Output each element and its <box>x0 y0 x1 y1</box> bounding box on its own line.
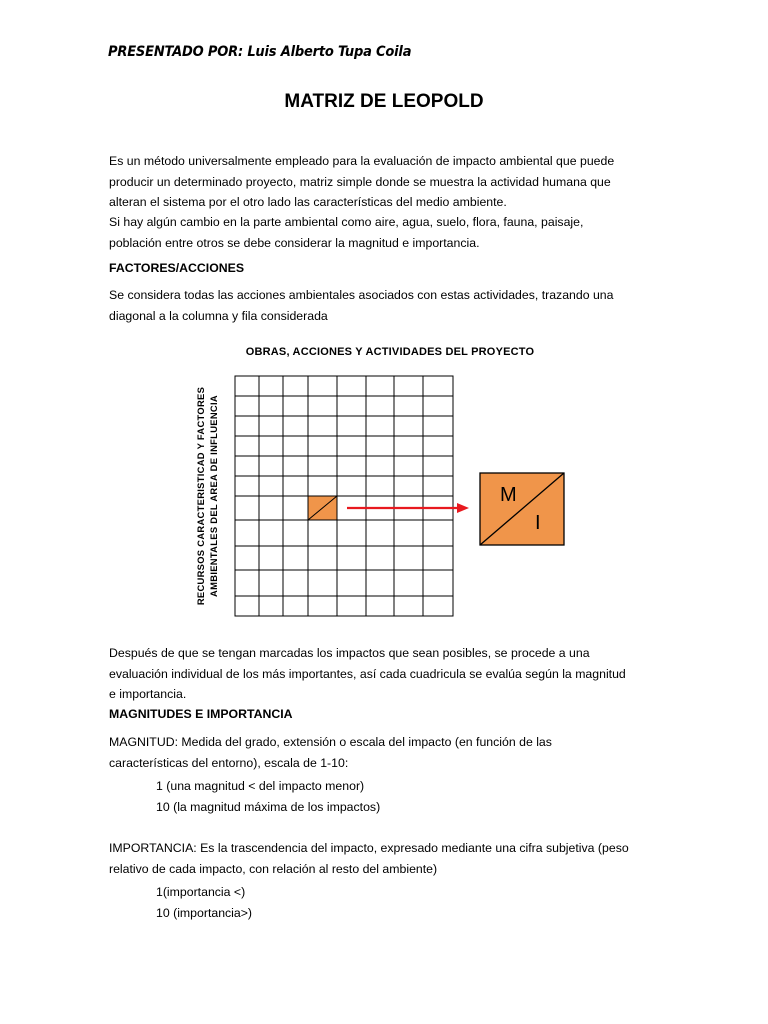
magnitud-item: 1 (una magnitud < del impacto menor) <box>156 779 365 793</box>
importance-letter: I <box>535 512 541 534</box>
factors-heading: FACTORES/ACCIONES <box>109 261 245 275</box>
magnitud-paragraph <box>109 732 669 773</box>
matrix-grid <box>235 376 453 616</box>
matrix-side-labels <box>195 387 219 605</box>
importancia-line: relativo de cada impacto, con relación al resto del ambiente) <box>109 861 438 876</box>
after-figure-line: Después de que se tengan marcadas los impactos que sean posibles, se procede a una <box>109 646 590 660</box>
magnitud-line: características del entorno), escala de 1-10: <box>109 755 349 770</box>
magnitud-item: 10 (la magnitud máxima de los impactos) <box>156 799 381 814</box>
side-label-line-2: AMBIENTALES DEL AREA DE INFLUENCIA <box>208 395 219 597</box>
after-figure-line: e importancia. <box>109 687 187 701</box>
enlarged-cell <box>480 473 564 545</box>
magnitudes-heading: MAGNITUDES E IMPORTANCIA <box>109 707 293 721</box>
author-line: PRESENTADO POR: Luis Alberto Tupa Coila <box>108 44 412 60</box>
matrix-top-label: OBRAS, ACCIONES Y ACTIVIDADES DEL PROYECTO <box>245 346 535 358</box>
importancia-item: 1(importancia <) <box>156 885 246 899</box>
importancia-scale-list <box>156 882 252 923</box>
importancia-line: IMPORTANCIA: Es la trascendencia del impacto, expresado mediante una cifra subjetiva (peso <box>109 841 629 855</box>
factors-line: Se considera todas las acciones ambientales asociados con estas actividades, trazando una <box>109 288 614 302</box>
intro-line: producir un determinado proyecto, matriz simple donde se muestra la actividad humana que <box>109 174 611 189</box>
magnitud-scale-list <box>156 776 380 817</box>
intro-line: alteran el sistema por el otro lado las características del medio ambiente. <box>109 195 507 209</box>
factors-line: diagonal a la columna y fila considerada <box>109 308 328 323</box>
second-para-line: población entre otros se debe considerar la magnitud e importancia. <box>109 235 480 250</box>
intro-line: Es un método universalmente empleado para la evaluación de impacto ambiental que puede <box>109 154 615 168</box>
second-para-line: Si hay algún cambio en la parte ambiental como aire, agua, suelo, flora, fauna, paisaje, <box>109 215 584 229</box>
magnitude-letter: M <box>500 484 517 506</box>
page-title: MATRIZ DE LEOPOLD <box>284 91 484 112</box>
importancia-paragraph <box>109 838 669 879</box>
arrow-head <box>457 503 469 513</box>
side-label-line-1: RECURSOS CARACTERISTICAD Y FACTORES <box>195 386 206 606</box>
after-figure-paragraph <box>109 643 669 705</box>
magnitud-line: MAGNITUD: Medida del grado, extensión o escala del impacto (en función de las <box>109 735 552 749</box>
after-figure-line: evaluación individual de los más importantes, así cada cuadricula se evalúa según la magnitud <box>109 666 626 681</box>
highlighted-cell <box>308 496 337 520</box>
pointer-arrow <box>347 503 469 513</box>
importancia-item: 10 (importancia>) <box>156 905 253 920</box>
